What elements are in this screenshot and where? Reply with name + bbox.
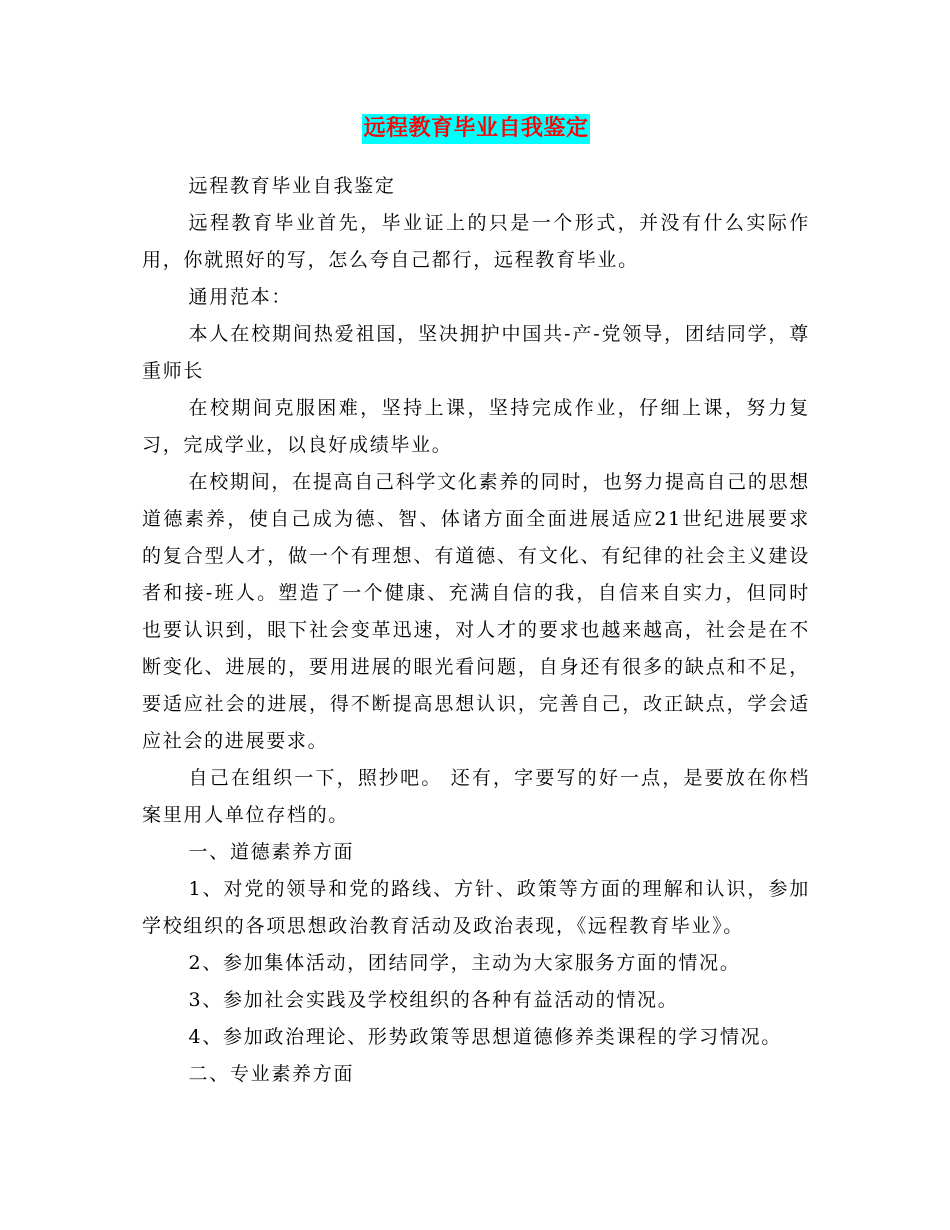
paragraph-advice: 自己在组织一下，照抄吧。 还有，字要写的好一点，是要放在你档案里用人单位存档的。 (142, 767, 810, 826)
list-item-4: 4、参加政治理论、形势政策等思想道德修养类课程的学习情况。 (188, 1026, 782, 1048)
title-row (142, 112, 810, 148)
paragraph-intro: 远程教育毕业首先，毕业证上的只是一个形式，并没有什么实际作用，你就照好的写，怎么夸自己都行，远程教育毕业。 (142, 212, 810, 271)
section-heading-professional: 二、专业素养方面 (188, 1063, 355, 1085)
paragraph-heading-repeat: 远程教育毕业自我鉴定 (188, 175, 396, 197)
paragraph-study: 在校期间克服困难，坚持上课，坚持完成作业，仔细上课，努力复习，完成学业，以良好成绩毕业。 (142, 397, 810, 456)
list-item-1: 1、对党的领导和党的路线、方针、政策等方面的理解和认识，参加学校组织的各项思想政治教育活动及政治表现，《远程教育毕业》。 (142, 878, 810, 937)
list-item-2: 2、参加集体活动，团结同学，主动为大家服务方面的情况。 (188, 952, 741, 974)
paragraph-development: 在校期间，在提高自己科学文化素养的同时，也努力提高自己的思想道德素养，使自己成为德、智、体诸方面全面进展适应21世纪进展要求的复合型人才，做一个有理想、有道德、有文化、有纪律的社会主义建设者和接-班人。塑造了一个健康、充满自信的我，自信来自实力，但同时也要认识到，眼下社会变革迅速，对人才的要求也越来越高，社会是在不断变化、进展的，要用进展的眼光看问题，自身还有很多的缺点和不足，要适应社会的进展，得不断提高思想认识，完善自己，改正缺点，学会适应社会的进展要求。 (142, 471, 810, 752)
paragraph-template-label: 通用范本： (188, 286, 293, 308)
list-item-3: 3、参加社会实践及学校组织的各种有益活动的情况。 (188, 989, 679, 1011)
document-page (142, 112, 810, 1093)
section-heading-moral: 一、道德素养方面 (188, 841, 355, 863)
document-title: 远程教育毕业自我鉴定 (362, 114, 589, 144)
paragraph-patriotism: 本人在校期间热爱祖国，坚决拥护中国共-产-党领导，团结同学，尊重师长 (142, 323, 810, 382)
